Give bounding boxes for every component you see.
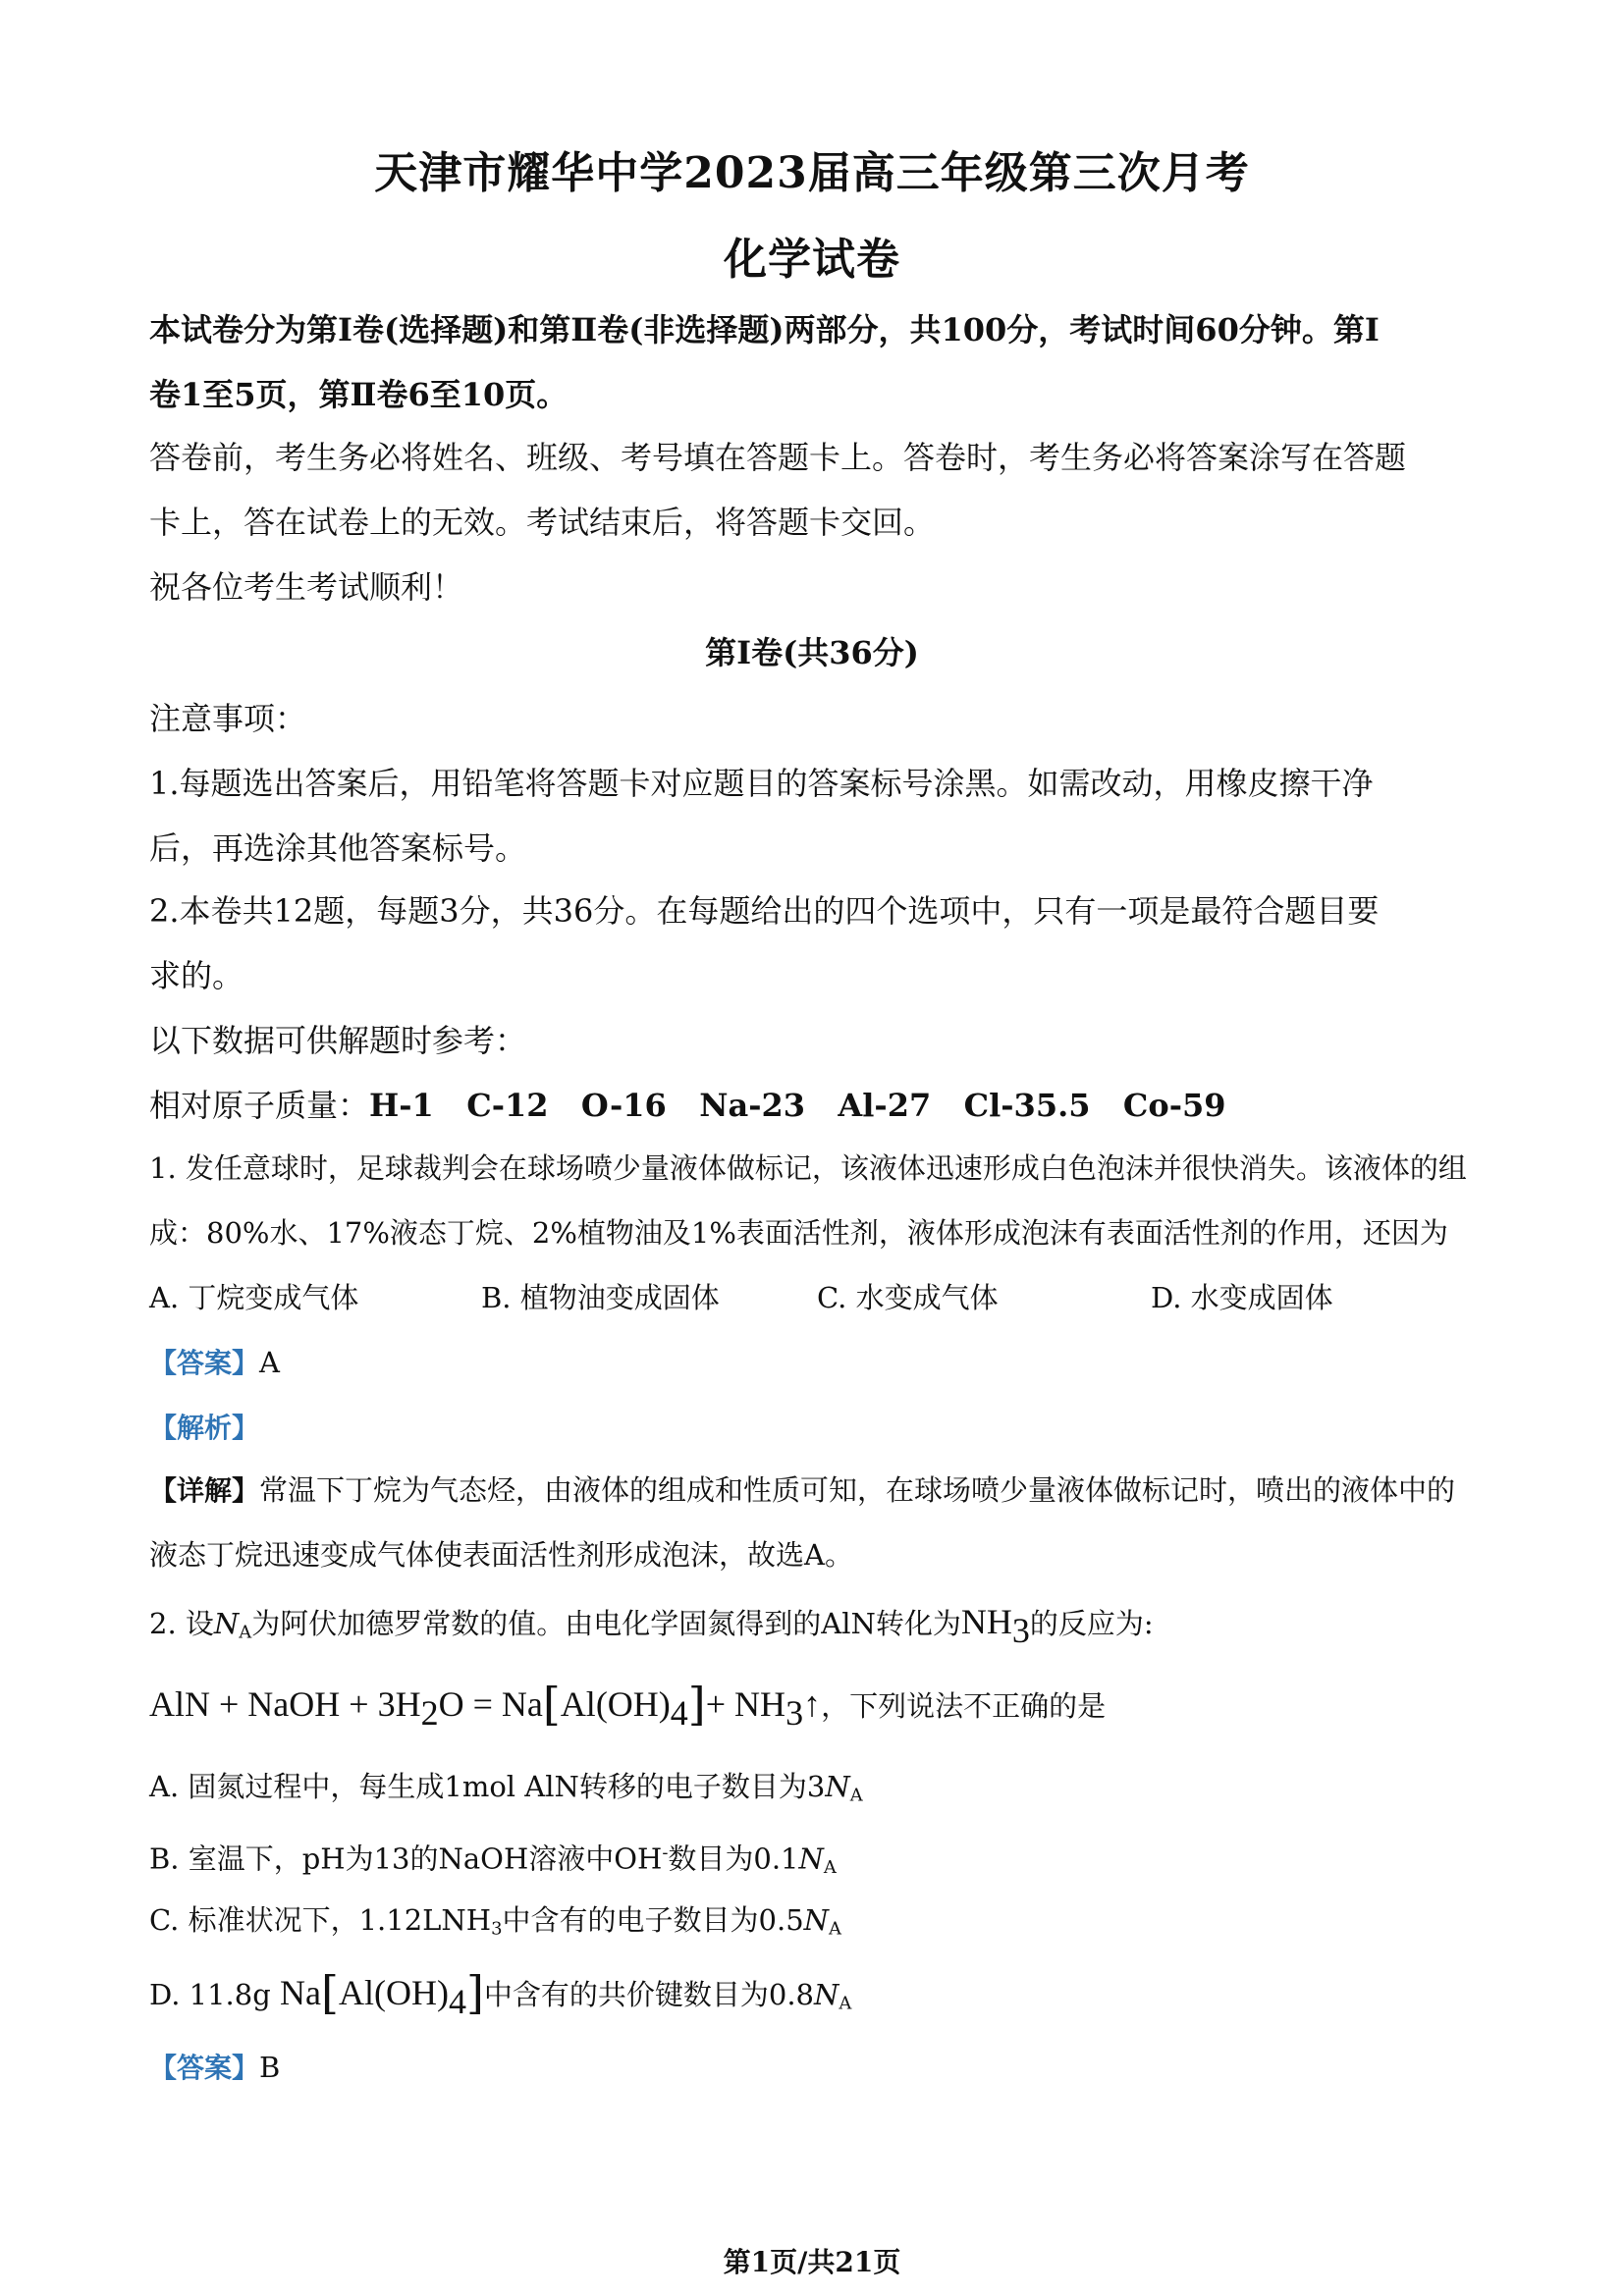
q2-option-b <box>149 1834 1485 1888</box>
intro-line-5: 祝各位考生考试顺利！ <box>149 568 464 606</box>
na-symbol: N <box>213 1607 240 1640</box>
answer-tag: 【答案】 <box>149 1347 260 1379</box>
atomic-mass-label: 相对原子质量： <box>149 1087 370 1124</box>
section-heading: 第Ⅰ卷(共36分) <box>705 634 919 671</box>
notice-title: 注意事项： <box>149 700 307 737</box>
q1-detail-line-2: 液态丁烷迅速变成气体使表面活性剂形成泡沫，故选A。 <box>149 1538 853 1572</box>
q1-option-d: D. 水变成固体 <box>1151 1281 1333 1314</box>
notice-1-line-2: 后，再选涂其他答案标号。 <box>149 829 527 867</box>
q1-answer <box>149 1343 1485 1383</box>
na-symbol: N <box>798 1842 824 1876</box>
q2-option-d <box>149 1966 1485 2023</box>
gas-arrow-icon: ↑ <box>803 1684 822 1724</box>
q1-answer-value: A <box>259 1346 280 1379</box>
atomic-mass-line <box>149 1086 1485 1125</box>
aluminate-subscript: 4 <box>670 1693 688 1733</box>
q2-stem <box>149 1602 1485 1652</box>
q1-stem-line-1: 1. 发任意球时，足球裁判会在球场喷少量液体做标记，该液体迅速形成白色泡沫并很快消失。该液体的组 <box>149 1151 1467 1185</box>
right-bracket-icon: ] <box>687 1678 706 1731</box>
aluminate-formula: Al(OH) <box>560 1684 671 1724</box>
aluminate-subscript: 4 <box>448 1982 466 2021</box>
right-bracket-icon: ] <box>465 1966 484 2019</box>
equation-left: AlN + NaOH + 3H <box>149 1684 421 1724</box>
q2-option-d-text-2: 中含有的共价键数目为0.8 <box>483 1978 815 2011</box>
q2-option-d-text-1: D. 11.8g <box>149 1978 271 2011</box>
na-subscript: A <box>829 1918 842 1940</box>
aluminate-formula: Al(OH) <box>338 1973 449 2012</box>
intro-line-2: 卷1至5页，第Ⅱ卷6至10页。 <box>149 376 568 413</box>
answer-tag: 【答案】 <box>149 2052 260 2084</box>
q1-detail-text-1: 常温下丁烷为气态烃，由液体的组成和性质可知，在球场喷少量液体做标记时，喷出的液体中的 <box>259 1473 1456 1507</box>
intro-line-1: 本试卷分为第Ⅰ卷(选择题)和第Ⅱ卷(非选择题)两部分，共100分，考试时间60分钟。第Ⅰ <box>149 311 1380 348</box>
left-bracket-icon: [ <box>321 1966 339 2019</box>
q2-stem-part-c: 的反应为: <box>1029 1607 1154 1640</box>
intro-line-3: 答卷前，考生务必将姓名、班级、考号填在答题卡上。答卷时，考生务必将答案涂写在答题 <box>149 439 1407 476</box>
exam-subtitle: 化学试卷 <box>724 235 900 285</box>
notice-2-line-1: 2.本卷共12题，每题3分，共36分。在每题给出的四个选项中，只有一项是最符合题目要 <box>149 892 1380 930</box>
q1-stem-line-2: 成：80%水、17%液态丁烷、2%植物油及1%表面活性剂，液体形成泡沫有表面活性剂的作用，还因为 <box>149 1216 1448 1250</box>
equation-right: + NH <box>705 1684 786 1724</box>
q1-option-a: A. 丁烷变成气体 <box>149 1281 359 1314</box>
nh3-product-subscript: 3 <box>785 1693 804 1733</box>
q2-option-a <box>149 1767 1485 1815</box>
notice-1-line-1: 1.每题选出答案后，用铅笔将答题卡对应题目的答案标号涂黑。如需改动，用橡皮擦干净 <box>149 765 1374 802</box>
q2-option-c <box>149 1900 1485 1949</box>
sodium-symbol: Na <box>280 1973 321 2012</box>
intro-line-4: 卡上，答在试卷上的无效。考试结束后，将答题卡交回。 <box>149 504 936 541</box>
na-symbol: N <box>814 1978 839 2011</box>
q1-option-c: C. 水变成气体 <box>817 1281 999 1314</box>
equation-tail: ，下列说法不正确的是 <box>821 1689 1107 1723</box>
na-symbol: N <box>803 1903 830 1937</box>
oh-charge: - <box>662 1842 669 1863</box>
q1-analysis <box>149 1408 1485 1448</box>
q2-answer <box>149 2048 1485 2088</box>
q2-stem-part-a: 2. 设 <box>149 1607 214 1640</box>
nh3-subscript: 3 <box>491 1918 503 1940</box>
q2-option-b-text-2: 数目为0.1 <box>668 1842 799 1876</box>
na-symbol: N <box>825 1770 850 1803</box>
page-number: 第1页/共21页 <box>723 2246 901 2278</box>
na-subscript: A <box>823 1857 837 1879</box>
q2-equation <box>149 1678 1485 1733</box>
analysis-tag: 【解析】 <box>149 1412 260 1444</box>
q2-option-a-text: A. 固氮过程中，每生成1mol AlN转移的电子数目为3 <box>149 1770 826 1803</box>
q1-detail-line-1 <box>149 1470 1485 1511</box>
h2o-subscript: 2 <box>420 1693 439 1733</box>
na-subscript: A <box>849 1785 863 1806</box>
detail-tag: 【详解】 <box>149 1474 260 1507</box>
q2-option-b-text-1: B. 室温下，pH为13的NaOH溶液中OH <box>149 1842 663 1876</box>
q1-option-b: B. 植物油变成固体 <box>481 1281 720 1314</box>
na-subscript: A <box>839 1993 852 2014</box>
notice-2-line-2: 求的。 <box>149 957 244 994</box>
q2-answer-value: B <box>259 2051 281 2084</box>
atomic-mass-values: H-1 C-12 O-16 Na-23 Al-27 Cl-35.5 Co-59 <box>369 1087 1226 1124</box>
exam-title: 天津市耀华中学2023届高三年级第三次月考 <box>374 148 1250 198</box>
q2-option-c-text-1: C. 标准状况下，1.12LNH <box>149 1903 492 1937</box>
q2-option-c-text-2: 中含有的电子数目为0.5 <box>502 1903 804 1937</box>
left-bracket-icon: [ <box>542 1678 561 1731</box>
na-subscript: A <box>239 1622 252 1643</box>
q2-stem-part-b: 为阿伏加德罗常数的值。由电化学固氮得到的AlN转化为 <box>251 1607 961 1640</box>
nh3-formula: NH <box>960 1602 1012 1641</box>
reference-note: 以下数据可供解题时参考： <box>149 1022 527 1059</box>
equation-mid: O = Na <box>438 1684 543 1724</box>
nh3-subscript: 3 <box>1011 1611 1030 1650</box>
